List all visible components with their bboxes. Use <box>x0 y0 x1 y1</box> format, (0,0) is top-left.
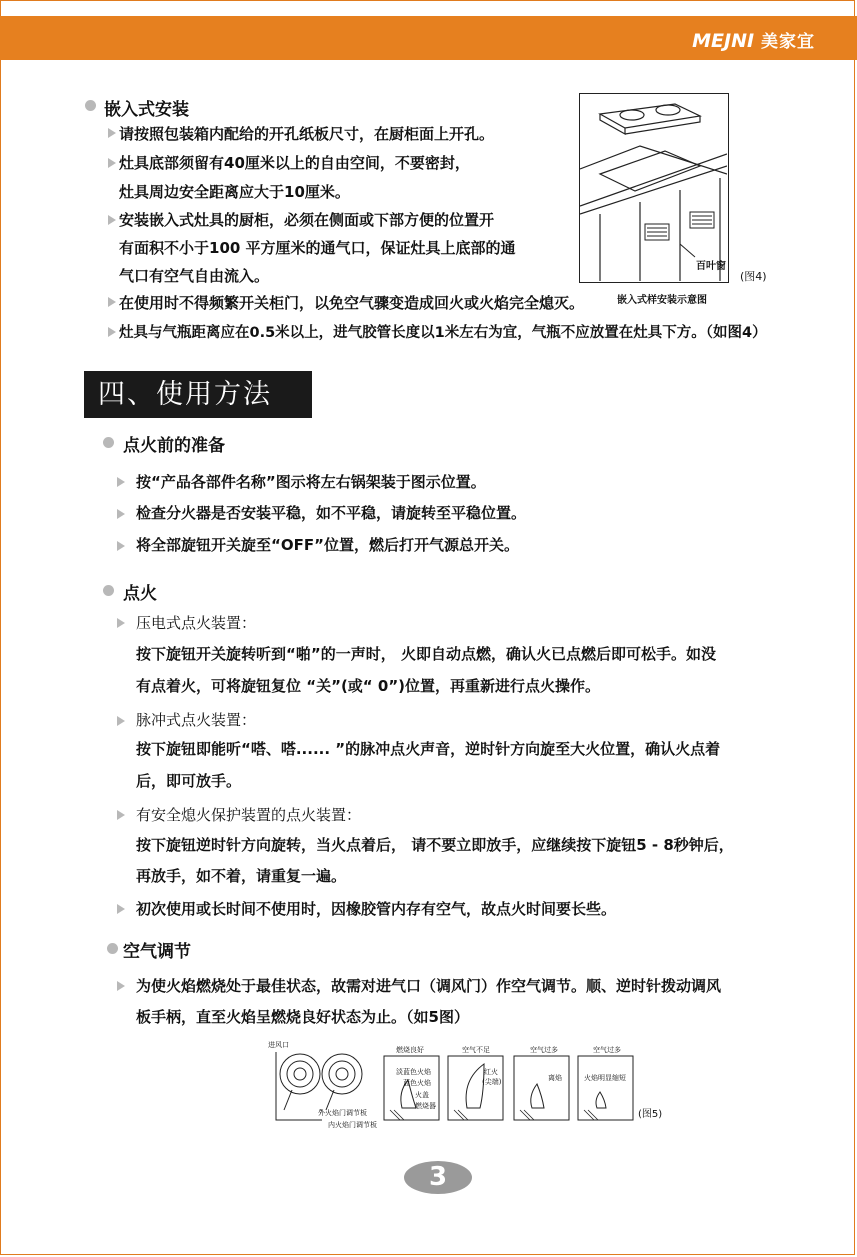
pulse-line-1: 按下旋钮即能听“嗒、嗒...... ”的脉冲点火声音，逆时针方向旋至大火位置，确认火点着 <box>136 740 721 758</box>
triangle-bullet-icon <box>117 904 125 914</box>
fig5-panel-3-note-1: 离焰 <box>548 1074 562 1082</box>
embedded-line-4: 安装嵌入式灶具的厨柜，必须在侧面或下部方便的位置开 <box>119 211 495 229</box>
embedded-line-5: 有面积不小于100 平方厘米的通气口，保证灶具上底部的通 <box>119 239 516 257</box>
prep-item-1: 按“产品各部件名称”图示将左右锅架装于图示位置。 <box>136 473 486 491</box>
fig5-panel-2-title: 空气不足 <box>462 1046 490 1054</box>
triangle-bullet-icon <box>108 327 116 337</box>
triangle-bullet-icon <box>108 158 116 168</box>
prep-item-3: 将全部旋钮开关旋至“OFF”位置，燃后打开气源总开关。 <box>136 536 519 554</box>
piezo-line-1: 按下旋钮开关旋转听到“啪”的一声时， 火即自动点燃，确认火已点燃后即可松手。如没 <box>136 645 716 663</box>
safety-title: 有安全熄火保护装置的点火装置： <box>136 806 362 824</box>
page-number: 3 <box>404 1161 472 1194</box>
bullet-dot-icon <box>103 437 114 448</box>
air-line-1: 为使火焰燃烧处于最佳状态，故需对进气口（调风门）作空气调节。顺、逆时针拨动调风 <box>136 977 722 995</box>
fig5-inlet-label: 进风口 <box>268 1041 289 1049</box>
embedded-line-1: 请按照包装箱内配给的开孔纸板尺寸，在厨柜面上开孔。 <box>119 125 495 143</box>
brand-latin: MEJNI <box>692 30 755 52</box>
air-heading: 空气调节 <box>123 942 191 962</box>
triangle-bullet-icon <box>108 128 116 138</box>
bullet-dot-icon <box>103 585 114 596</box>
embedded-line-8: 灶具与气瓶距离应在0.5米以上，进气胶管长度以1米左右为宜，气瓶不应放置在灶具下方。（如图4） <box>119 325 767 341</box>
fig4-label: (图4) <box>740 270 767 283</box>
louver-label: 百叶窗 <box>696 261 726 272</box>
embedded-line-6: 气口有空气自由流入。 <box>119 267 270 285</box>
triangle-bullet-icon <box>117 716 125 726</box>
fig5-panel-1-title: 燃烧良好 <box>396 1046 424 1054</box>
fig5-panel-1-note-4: 燃烧器 <box>415 1102 436 1110</box>
triangle-bullet-icon <box>117 541 125 551</box>
embedded-line-3: 灶具周边安全距离应大于10厘米。 <box>119 183 350 201</box>
piezo-line-2: 有点着火，可将旋钮复位 “关”(或“ 0”)位置，再重新进行点火操作。 <box>136 677 601 695</box>
pulse-line-2: 后，即可放手。 <box>136 772 242 790</box>
triangle-bullet-icon <box>117 509 125 519</box>
triangle-bullet-icon <box>117 810 125 820</box>
fig5-label: (图5) <box>638 1109 663 1120</box>
fig5-inner-label: 内火焰门调节板 <box>328 1121 377 1129</box>
embedded-line-2: 灶具底部须留有40厘米以上的自由空间，不要密封， <box>119 154 470 172</box>
fig5-panel-3-title: 空气过多 <box>530 1046 558 1054</box>
kitchen-cabinet-illustration <box>580 94 727 281</box>
fig5-panel-4-note-1: 火焰明显缩短 <box>584 1074 626 1082</box>
fig5-panel-2-note-1: 红火 <box>484 1068 498 1076</box>
triangle-bullet-icon <box>117 981 125 991</box>
ignition-heading: 点火 <box>123 584 157 604</box>
safety-line-2: 再放手，如不着，请重复一遍。 <box>136 867 347 885</box>
section-title: 四、使用方法 <box>84 371 312 418</box>
pulse-title: 脉冲式点火装置： <box>136 711 257 729</box>
embedded-line-7: 在使用时不得频繁开关柜门，以免空气骤变造成回火或火焰完全熄灭。 <box>119 294 585 312</box>
prep-heading: 点火前的准备 <box>123 436 225 456</box>
brand-logo <box>692 27 815 52</box>
triangle-bullet-icon <box>108 215 116 225</box>
triangle-bullet-icon <box>108 297 116 307</box>
fig5-panel-1-note-2: 蓝色火焰 <box>403 1079 431 1087</box>
triangle-bullet-icon <box>117 477 125 487</box>
piezo-title: 压电式点火装置： <box>136 614 257 632</box>
embedded-heading: 嵌入式安装 <box>104 100 189 120</box>
safety-line-1: 按下旋钮逆时针方向旋转，当火点着后， 请不要立即放手，应继续按下旋钮5 - 8秒钟后， <box>136 836 734 854</box>
fig5-panel-1-note-1: 淡蓝色火焰 <box>396 1068 431 1076</box>
bullet-dot-icon <box>107 943 118 954</box>
bullet-dot-icon <box>85 100 96 111</box>
triangle-bullet-icon <box>117 618 125 628</box>
prep-item-2: 检查分火器是否安装平稳，如不平稳，请旋转至平稳位置。 <box>136 504 527 522</box>
figure-4-illustration <box>579 93 729 283</box>
brand-name: 美家宜 <box>761 32 815 52</box>
first-use-note: 初次使用或长时间不使用时，因橡胶管内存有空气，故点火时间要长些。 <box>136 900 617 918</box>
fig5-panel-4-title: 空气过多 <box>593 1046 621 1054</box>
fig5-outer-label: 外火焰门调节板 <box>318 1109 367 1117</box>
fig4-caption: 嵌入式样安装示意图 <box>617 295 707 306</box>
fig5-panel-2-note-2: (尖端) <box>482 1078 502 1086</box>
fig5-panel-1-note-3: 火盖 <box>415 1091 429 1099</box>
air-line-2: 板手柄，直至火焰呈燃烧良好状态为止。（如5图） <box>136 1008 469 1026</box>
